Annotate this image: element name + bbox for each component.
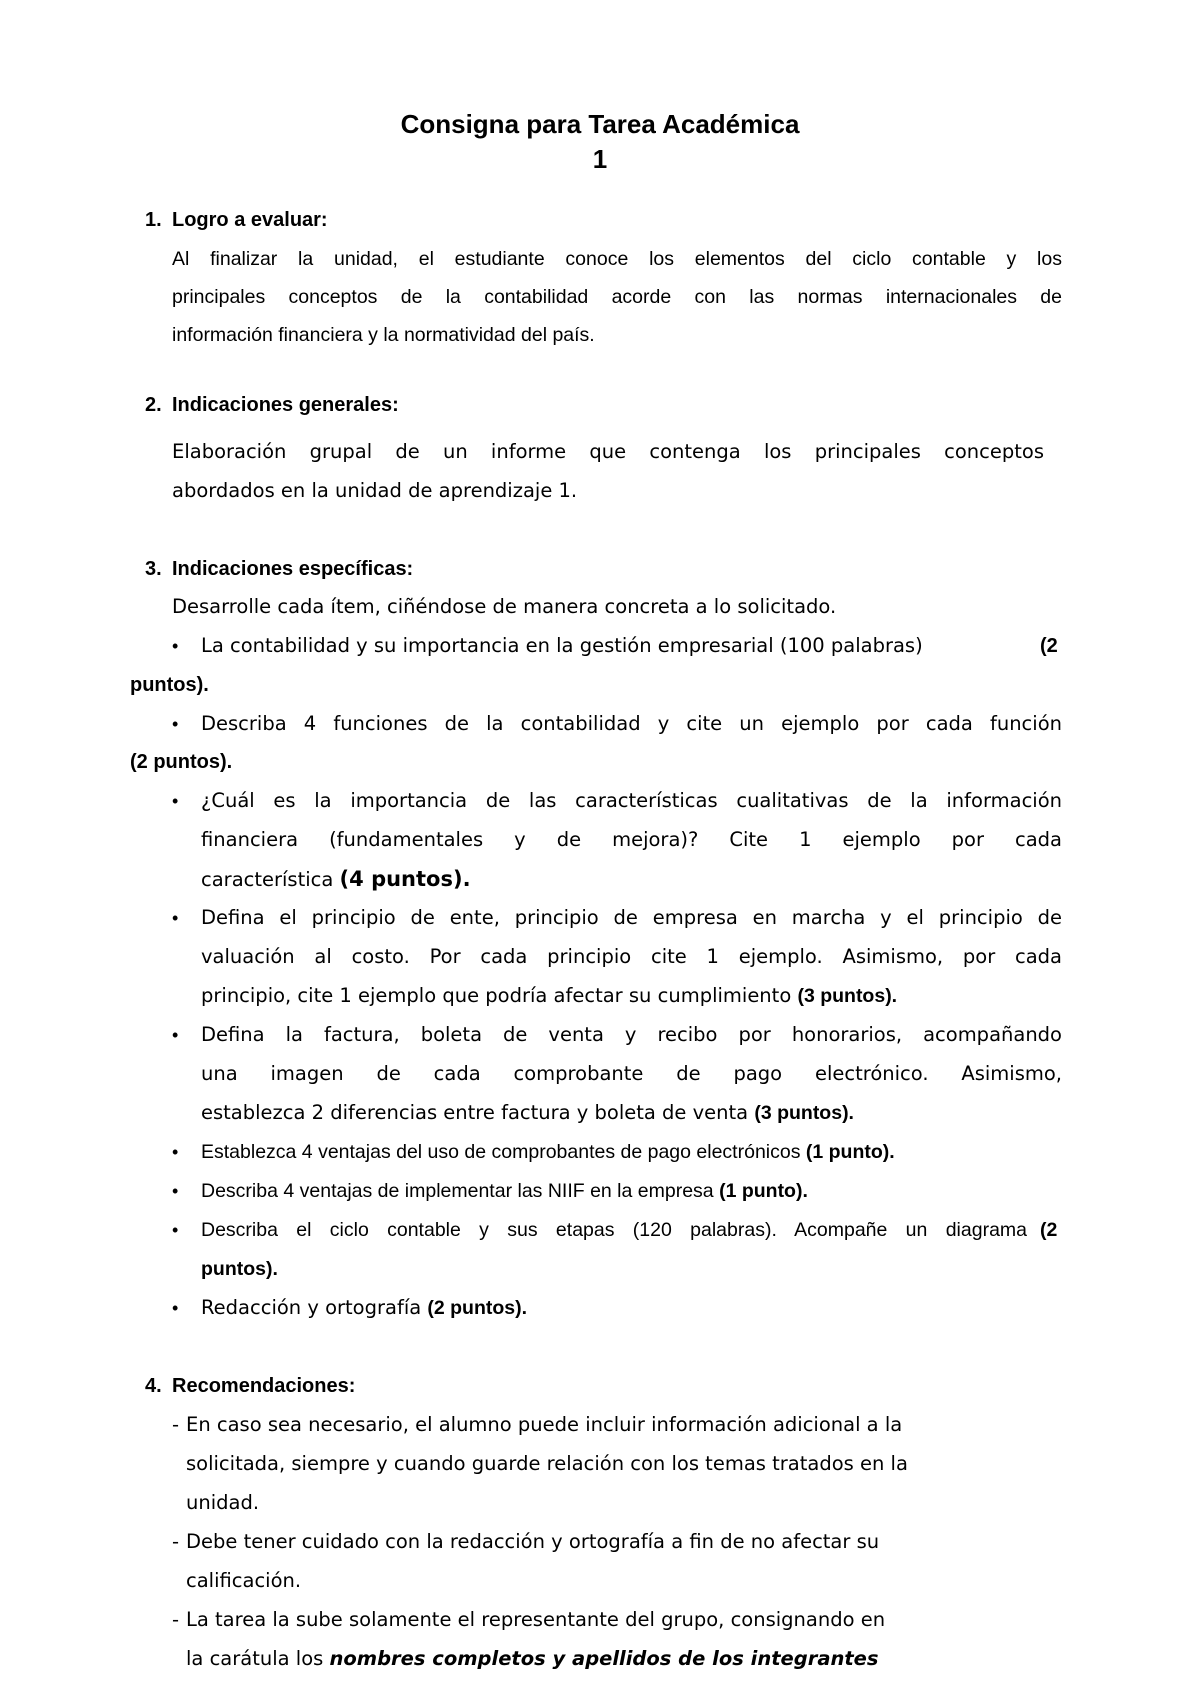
recommendation-line: solicitada, siempre y cuando guarde relación con los temas tratados en la bbox=[186, 1452, 908, 1475]
item-points: (2 bbox=[1040, 635, 1058, 657]
bullet-icon: • bbox=[172, 1181, 179, 1201]
bullet-icon: • bbox=[172, 1220, 179, 1240]
page-title-number: 1 bbox=[592, 144, 608, 174]
list-item: La contabilidad y su importancia en la gestión empresarial (100 palabras) bbox=[201, 634, 923, 657]
paragraph-line: Al finalizar la unidad, el estudiante conoce los elementos del ciclo contable y los bbox=[172, 248, 1062, 270]
bullet-icon: • bbox=[172, 791, 179, 811]
list-item: Establezca 4 ventajas del uso de comprobantes de pago electrónicos (1 punto). bbox=[201, 1141, 895, 1163]
paragraph-line: abordados en la unidad de aprendizaje 1. bbox=[172, 479, 578, 502]
bullet-icon: • bbox=[172, 1025, 179, 1045]
recommendation-line: la carátula los nombres completos y apellidos de los integrantes bbox=[186, 1647, 879, 1670]
list-item: principio, cite 1 ejemplo que podría afectar su cumplimiento (3 puntos). bbox=[201, 984, 898, 1007]
list-item: establezca 2 diferencias entre factura y boleta de venta (3 puntos). bbox=[201, 1101, 854, 1124]
list-item: valuación al costo. Por cada principio cite 1 ejemplo. Asimismo, por cada bbox=[201, 945, 1062, 968]
section-heading: Logro a evaluar: bbox=[172, 209, 328, 231]
section-intro: Desarrolle cada ítem, ciñéndose de manera concreta a lo solicitado. bbox=[172, 595, 837, 618]
item-points: (2 puntos). bbox=[427, 1297, 528, 1319]
bullet-icon: • bbox=[172, 636, 179, 656]
dash-icon: - bbox=[172, 1608, 180, 1631]
recommendation-line: unidad. bbox=[186, 1491, 260, 1514]
recommendation-line: En caso sea necesario, el alumno puede incluir información adicional a la bbox=[186, 1413, 903, 1436]
bullet-icon: • bbox=[172, 714, 179, 734]
item-points: (4 puntos). bbox=[339, 867, 471, 891]
list-item: Describa el ciclo contable y sus etapas (120 palabras). Acompañe un diagrama bbox=[201, 1219, 1027, 1241]
dash-icon: - bbox=[172, 1413, 180, 1436]
section-number: 1. bbox=[145, 209, 162, 231]
list-item: Describa 4 ventajas de implementar las NIIF en la empresa (1 punto). bbox=[201, 1180, 808, 1202]
recommendation-line: calificación. bbox=[186, 1569, 302, 1592]
item-points: (2 bbox=[1040, 1219, 1058, 1241]
recommendation-line: Debe tener cuidado con la redacción y ortografía a fin de no afectar su bbox=[186, 1530, 880, 1553]
item-points: (1 punto). bbox=[719, 1180, 808, 1202]
item-points: (3 puntos). bbox=[797, 985, 898, 1007]
page-title: Consigna para Tarea Académica bbox=[400, 109, 800, 139]
section-number: 2. bbox=[145, 394, 162, 416]
section-heading: Indicaciones generales: bbox=[172, 394, 399, 416]
recommendation-line: La tarea la sube solamente el representante del grupo, consignando en bbox=[186, 1608, 886, 1631]
section-number: 4. bbox=[145, 1375, 162, 1397]
list-item: ¿Cuál es la importancia de las características cualitativas de la información bbox=[201, 789, 1062, 812]
list-item: Redacción y ortografía (2 puntos). bbox=[201, 1296, 528, 1319]
list-item: una imagen de cada comprobante de pago electrónico. Asimismo, bbox=[201, 1062, 1062, 1085]
section-heading: Recomendaciones: bbox=[172, 1375, 356, 1397]
item-points: (1 punto). bbox=[805, 1141, 895, 1163]
list-item: Defina la factura, boleta de venta y recibo por honorarios, acompañando bbox=[201, 1023, 1062, 1046]
item-points: (2 puntos). bbox=[130, 751, 233, 773]
paragraph-line: información financiera y la normatividad del país. bbox=[172, 324, 595, 346]
bullet-icon: • bbox=[172, 1142, 179, 1162]
bullet-icon: • bbox=[172, 908, 179, 928]
paragraph-line: principales conceptos de la contabilidad acorde con las normas internacionales de bbox=[172, 286, 1062, 308]
item-points: (3 puntos). bbox=[754, 1102, 854, 1124]
dash-icon: - bbox=[172, 1530, 180, 1553]
item-points: puntos). bbox=[130, 674, 209, 696]
emphasis-text: nombres completos y apellidos de los integrantes bbox=[329, 1647, 879, 1670]
bullet-icon: • bbox=[172, 1298, 179, 1318]
list-item: Defina el principio de ente, principio de empresa en marcha y el principio de bbox=[201, 906, 1062, 929]
paragraph-line: Elaboración grupal de un informe que contenga los principales conceptos bbox=[172, 440, 1044, 463]
item-points: puntos). bbox=[201, 1258, 278, 1280]
list-item: financiera (fundamentales y de mejora)? Cite 1 ejemplo por cada bbox=[201, 828, 1062, 851]
list-item: característica (4 puntos). bbox=[201, 867, 471, 891]
section-number: 3. bbox=[145, 558, 162, 580]
list-item: Describa 4 funciones de la contabilidad y cite un ejemplo por cada función bbox=[201, 712, 1062, 735]
section-heading: Indicaciones específicas: bbox=[172, 558, 414, 580]
